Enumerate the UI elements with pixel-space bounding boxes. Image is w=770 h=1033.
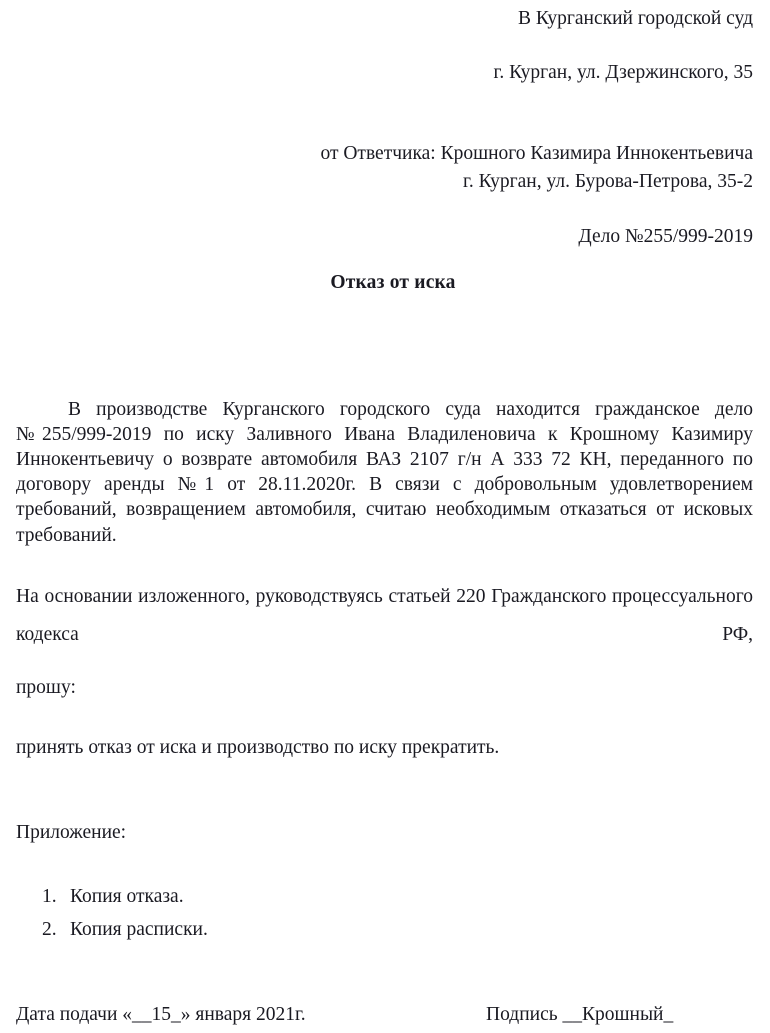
request-lead: прошу:: [16, 677, 76, 698]
submission-date: Дата подачи «__15_» января 2021г.: [16, 1004, 306, 1025]
document-footer: [16, 1002, 753, 1032]
list-item: [0, 880, 208, 913]
signature: Подпись __Крошный_: [486, 1004, 674, 1025]
case-number: Дело №255/999-2019: [578, 226, 753, 247]
main-paragraph: В производстве Курганского городского суда находится гражданское дело №255/999-2019 по иску Заливного Ивана Владиленовича к Крошному Казимиру Иннокентьевичу о возврате автомобиля ВАЗ 2107 г/н А 333 72 КН, переданного по договору аренды №1 от 28.11.2020г. В связи с добровольным удовлетворением требований, возвращением автомобиля, считаю необходимым отказаться от исковых требований.: [16, 398, 753, 546]
list-item: [0, 913, 208, 946]
page-title: [0, 272, 770, 294]
request-body: принять отказ от иска и производство по иску прекратить.: [16, 737, 500, 758]
legal-basis-paragraph: На основании изложенного, руководствуясь статьей 220 Гражданского процессуального кодекса РФ,: [16, 585, 753, 645]
page-title-text: Отказ от иска: [330, 272, 456, 293]
list-item-label: Копия расписки.: [70, 919, 208, 940]
court-address: г. Курган, ул. Дзержинского, 35: [493, 62, 753, 83]
list-item-number: 1.: [42, 886, 57, 907]
attachments-list: [0, 880, 208, 946]
court-name: В Курганский городской суд: [517, 8, 753, 29]
attachments-heading: Приложение:: [16, 822, 127, 843]
list-item-label: Копия отказа.: [70, 886, 184, 907]
applicant-address: г. Курган, ул. Бурова-Петрова, 35-2: [463, 171, 753, 192]
list-item-number: 2.: [42, 919, 57, 940]
applicant-name: от Ответчика: Крошного Казимира Иннокентьевича: [320, 143, 753, 164]
